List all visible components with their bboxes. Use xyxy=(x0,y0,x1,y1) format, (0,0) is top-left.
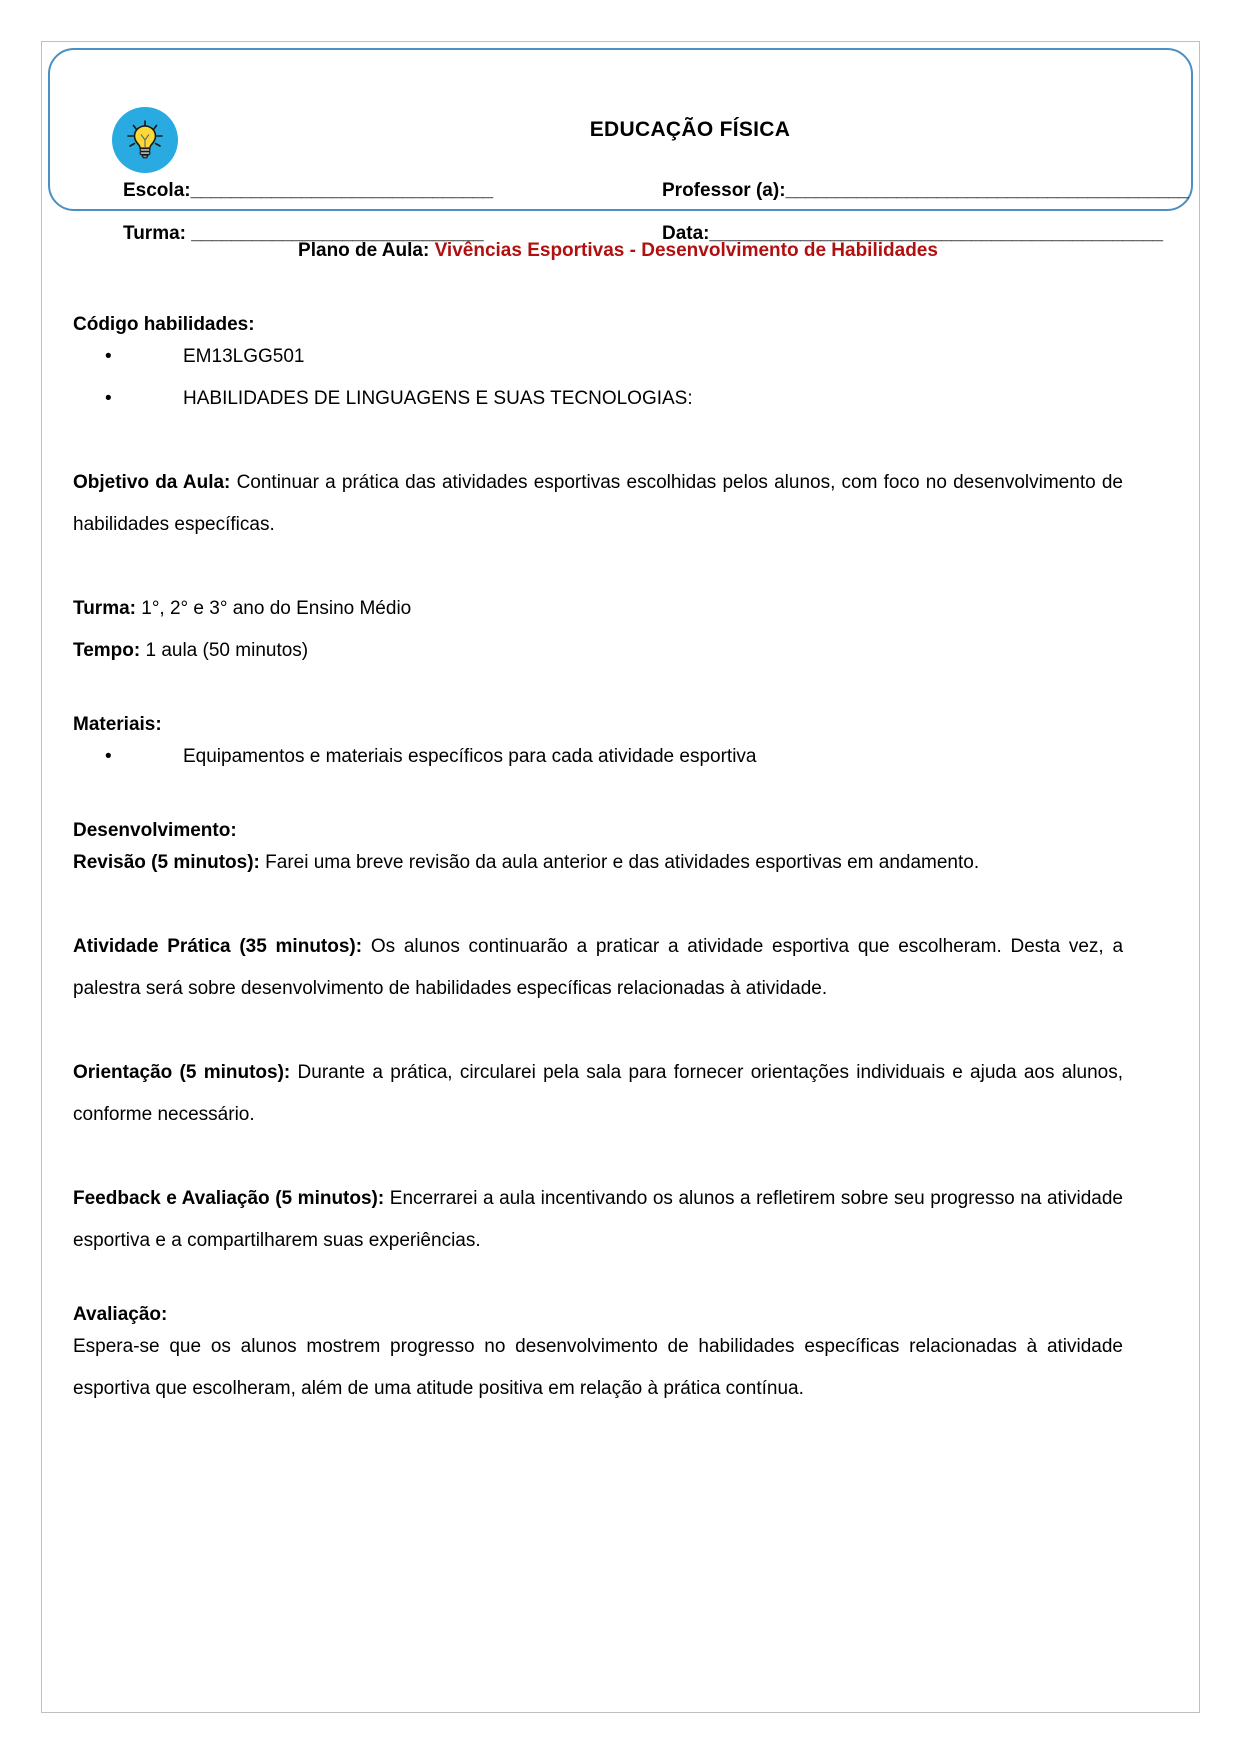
plan-title xyxy=(73,240,1163,262)
field-professor xyxy=(662,180,1188,202)
evaluation-paragraph: Espera-se que os alunos mostrem progresso no desenvolvimento de habilidades específicas relacionadas à atividade esportiva que escolheram, além de uma atitude positiva em relação à prática contínua. xyxy=(73,1336,1123,1399)
lightbulb-icon xyxy=(112,107,178,173)
objective-text: Continuar a prática das atividades esportivas escolhidas pelos alunos, com foco no desenvolvimento de habilidades específicas. xyxy=(73,472,1123,535)
development-step-atividade-pratica xyxy=(73,926,1123,1010)
turma-label: Turma: xyxy=(73,598,136,619)
tempo-label: Tempo: xyxy=(73,640,141,661)
turma-line xyxy=(73,588,1123,630)
field-professor-rule[interactable]: ________________________________________ xyxy=(785,180,1189,201)
development-step-text: Durante a prática, circularei pela sala para fornecer orientações individuais e ajuda aos alunos, conforme necessário. xyxy=(73,1062,1123,1125)
document-body xyxy=(73,240,1173,1410)
development-step-label: Orientação (5 minutos): xyxy=(73,1062,291,1083)
field-data-label: Data: xyxy=(662,223,710,244)
list-item: • EM13LGG501 xyxy=(73,336,1173,378)
list-item: • HABILIDADES DE LINGUAGENS E SUAS TECNOLOGIAS: xyxy=(73,378,1173,420)
development-step-label: Revisão (5 minutos): xyxy=(73,852,260,873)
plan-title-prefix: Plano de Aula: xyxy=(298,240,435,261)
plan-title-accent: Vivências Esportivas - Desenvolvimento de Habilidades xyxy=(434,240,938,261)
list-item: • Equipamentos e materiais específicos para cada atividade esportiva xyxy=(73,736,1173,778)
development-step-feedback-avaliacao xyxy=(73,1178,1123,1262)
objective-paragraph xyxy=(73,462,1123,546)
objective-label: Objetivo da Aula: xyxy=(73,472,231,493)
section-heading-materiais: Materiais: xyxy=(73,714,162,735)
development-step-text: Farei uma breve revisão da aula anterior e das atividades esportivas em andamento. xyxy=(259,852,980,873)
field-escola-rule[interactable]: ______________________________ xyxy=(190,180,493,201)
section-heading-desenvolvimento: Desenvolvimento: xyxy=(73,820,237,841)
turma-value: 1°, 2° e 3° ano do Ensino Médio xyxy=(135,598,412,619)
document-header xyxy=(48,48,1193,244)
field-escola-label: Escola: xyxy=(123,180,191,201)
materials-list xyxy=(73,736,1173,778)
development-step-orientacao xyxy=(73,1052,1123,1136)
skills-list xyxy=(73,336,1173,420)
development-step-label: Feedback e Avaliação (5 minutos): xyxy=(73,1188,385,1209)
development-step-label: Atividade Prática (35 minutos): xyxy=(73,936,363,957)
section-heading-codigo-habilidades: Código habilidades: xyxy=(73,314,255,335)
development-step-text: Os alunos continuarão a praticar a atividade esportiva que escolheram. Desta vez, a palestra será sobre desenvolvimento de habilidades específicas relacionadas à atividade. xyxy=(73,936,1124,999)
development-step-text: Encerrarei a aula incentivando os alunos a refletirem sobre seu progresso na atividade esportiva e a compartilharem suas experiências. xyxy=(73,1188,1124,1251)
tempo-line xyxy=(73,630,1123,672)
tempo-value: 1 aula (50 minutos) xyxy=(140,640,309,661)
field-professor-label: Professor (a): xyxy=(662,180,786,201)
field-turma-rule[interactable]: _____________________________ xyxy=(191,223,484,244)
field-data-rule[interactable]: _____________________________________________ xyxy=(709,223,1163,244)
section-heading-avaliacao: Avaliação: xyxy=(73,1304,168,1325)
field-turma-label: Turma: xyxy=(123,223,192,244)
development-step-revisao xyxy=(73,842,1123,884)
field-escola xyxy=(123,180,493,202)
page-title: EDUCAÇÃO FÍSICA xyxy=(589,118,791,141)
